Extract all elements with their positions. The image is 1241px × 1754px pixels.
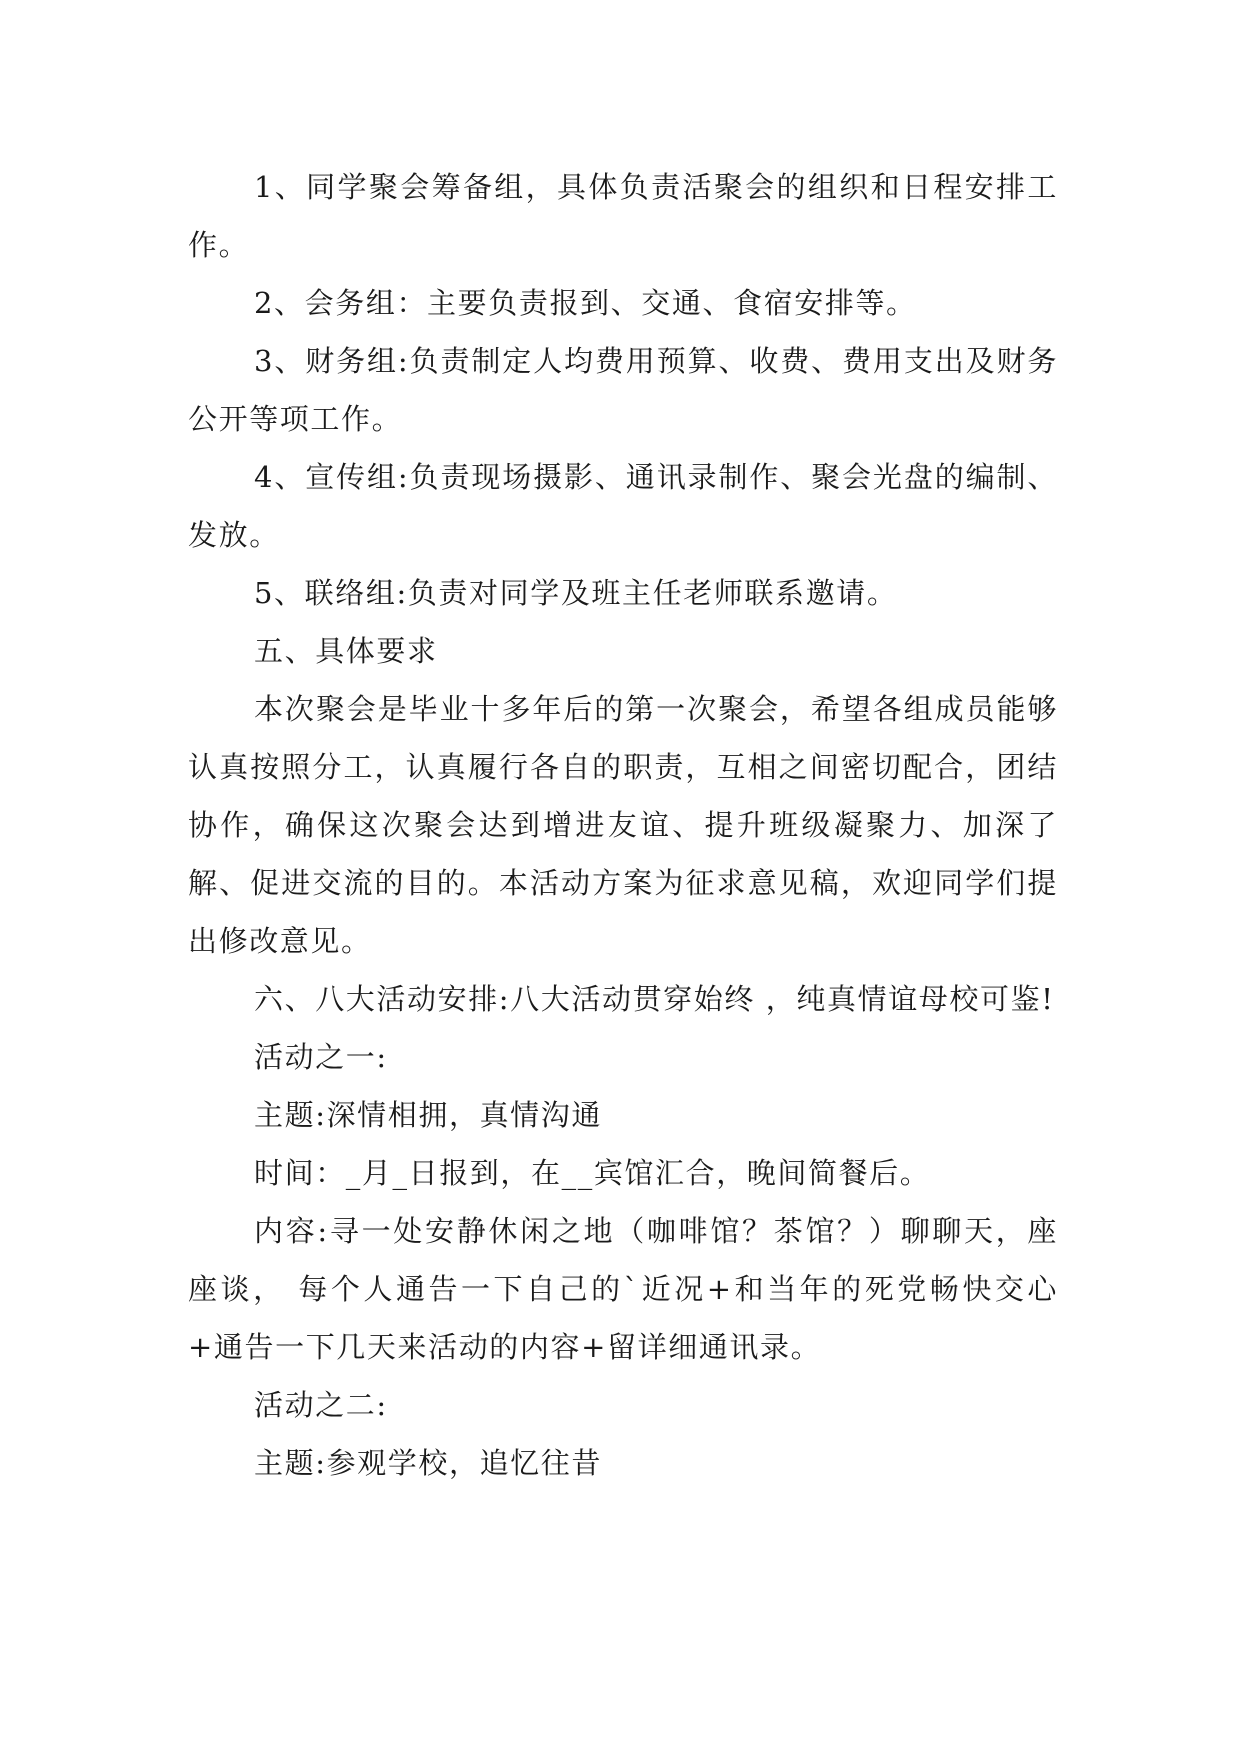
section-heading-activities: 六、八大活动安排:八大活动贯穿始终 ，纯真情谊母校可鉴! (254, 982, 1055, 1016)
activity-two-theme: 主题:参观学校，追忆往昔 (254, 1446, 602, 1480)
activity-two-heading: 活动之二: (254, 1388, 388, 1422)
section-heading-requirements: 五、具体要求 (254, 634, 438, 668)
paragraph-organizing-group: 1、同学聚会筹备组，具体负责活聚会的组织和日程安排工作。 (188, 170, 1058, 262)
activity-one-time: 时间：_月_日报到，在__宾馆汇合，晚间简餐后。 (254, 1156, 931, 1190)
activity-one-theme: 主题:深情相拥，真情沟通 (254, 1098, 602, 1132)
activity-one-heading: 活动之一: (254, 1040, 388, 1074)
paragraph-liaison-group: 5、联络组:负责对同学及班主任老师联系邀请。 (254, 576, 898, 610)
document-body (188, 158, 1058, 1492)
paragraph-finance-group: 3、财务组:负责制定人均费用预算、收费、费用支出及财务公开等项工作。 (188, 344, 1058, 436)
paragraph-publicity-group: 4、宣传组:负责现场摄影、通讯录制作、聚会光盘的编制、发放。 (188, 460, 1058, 552)
paragraph-affairs-group: 2、会务组：主要负责报到、交通、食宿安排等。 (254, 286, 917, 320)
paragraph-requirements: 本次聚会是毕业十多年后的第一次聚会，希望各组成员能够认真按照分工，认真履行各自的职责，互相之间密切配合，团结协作，确保这次聚会达到增进友谊、提升班级凝聚力、加深了解、促进交流的目的。本活动方案为征求意见稿，欢迎同学们提出修改意见。 (188, 692, 1058, 958)
activity-one-content: 内容:寻一处安静休闲之地（咖啡馆？茶馆？）聊聊天，座座谈， 每个人通告一下自己的`近况+和当年的死党畅快交心+通告一下几天来活动的内容+留详细通讯录。 (188, 1214, 1058, 1364)
